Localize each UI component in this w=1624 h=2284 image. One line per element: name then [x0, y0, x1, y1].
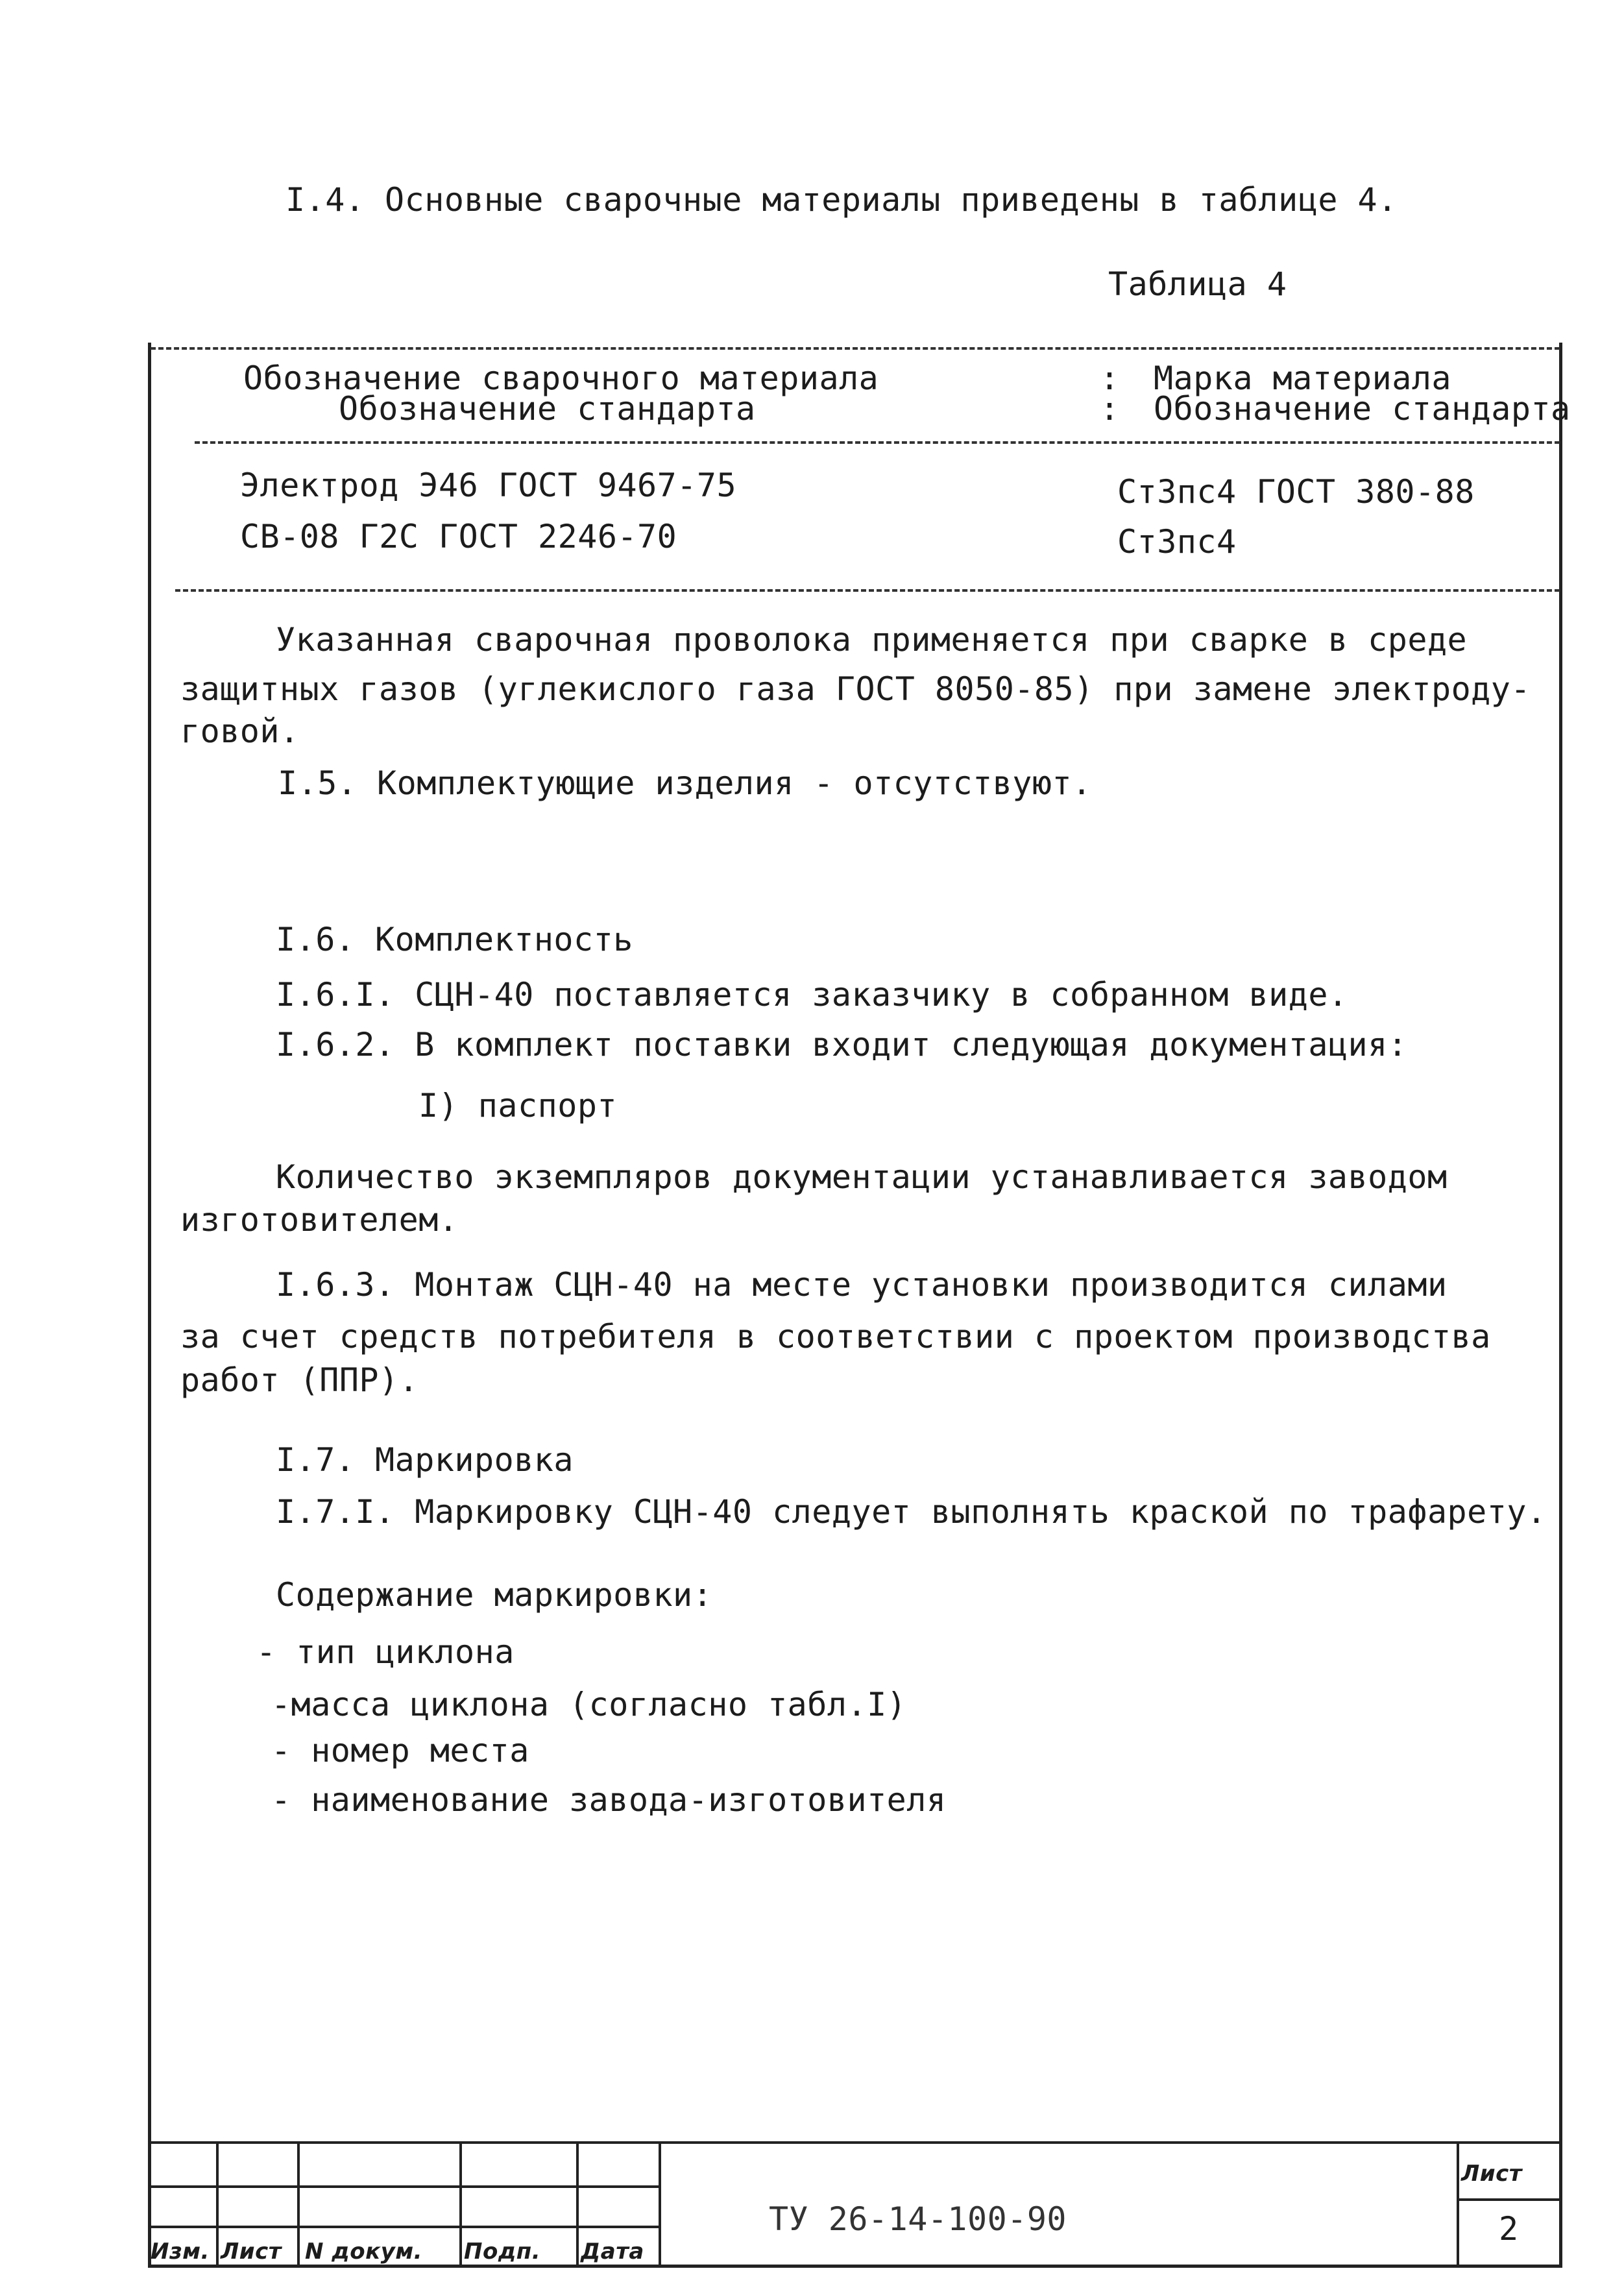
table-header-left-line2: Обозначение стандарта — [339, 390, 756, 428]
table-bottom-rule — [175, 589, 1560, 592]
table-row1-left: Электрод Э46 ГОСТ 9467-75 — [240, 467, 737, 504]
marking-item-4: - наименование завода-изготовителя — [271, 1781, 947, 1819]
title-block-col-3 — [459, 2141, 462, 2266]
label-izm: Изм. — [151, 2239, 210, 2265]
quantity-line2: изготовителем. — [180, 1201, 459, 1239]
title-block-row-line-2 — [148, 2226, 661, 2228]
section-1-6-2: I.6.2. В комплект поставки входит следующая документация: — [276, 1026, 1408, 1063]
table-header-right-line1: Марка материала — [1154, 359, 1452, 397]
section-1-5: I.5. Комплектующие изделия - отсутствуют. — [278, 764, 1092, 802]
table-header-right-line2: Обозначение стандарта — [1154, 390, 1571, 428]
frame-right-border — [1559, 343, 1562, 2266]
label-list: Лист — [221, 2239, 282, 2265]
frame-left-border — [148, 343, 151, 2266]
section-1-6-3-line3: работ (ППР). — [180, 1361, 419, 1399]
title-block-sheet-line — [1457, 2198, 1562, 2201]
title-block-col-1 — [216, 2141, 219, 2266]
paragraph1-line1: Указанная сварочная проволока применяется при сварке в среде — [276, 621, 1468, 659]
label-podp: Подп. — [464, 2239, 541, 2265]
table-caption: Таблица 4 — [1108, 265, 1287, 303]
section-1-6-heading: I.6. Комплектность — [276, 921, 633, 958]
section-1-6-1: I.6.I. СЦН-40 поставляется заказчику в собранном виде. — [276, 976, 1348, 1014]
sheet-label: Лист — [1461, 2161, 1522, 2187]
document-code: ТУ 26-14-100-90 — [769, 2200, 1067, 2238]
title-block-col-4 — [576, 2141, 579, 2266]
title-block-top-line — [148, 2141, 1562, 2144]
section-1-6-3-line2: за счет средств потребителя в соответствии с проектом производства — [180, 1318, 1491, 1355]
table-header-sep1: : — [1100, 359, 1120, 397]
title-block-col-6 — [1457, 2141, 1459, 2266]
table-header-sep2: : — [1100, 390, 1120, 428]
passport-item: I) паспорт — [418, 1087, 618, 1124]
table-header-left-line1: Обозначение сварочного материала — [243, 359, 879, 397]
table-row1-right: Ст3пс4 ГОСТ 380-88 — [1117, 473, 1475, 511]
title-block-col-2 — [297, 2141, 300, 2266]
section-1-6-3-line1: I.6.3. Монтаж СЦН-40 на месте установки производится силами — [276, 1266, 1448, 1304]
marking-item-1: - тип циклона — [256, 1633, 515, 1671]
title-block-col-5 — [659, 2141, 661, 2266]
title-block-row-line-1 — [148, 2185, 661, 2188]
label-data: Дата — [581, 2239, 644, 2265]
table-row2-left: СВ-08 Г2С ГОСТ 2246-70 — [240, 518, 677, 555]
paragraph1-line2: защитных газов (углекислого газа ГОСТ 8050-85) при замене электроду- — [180, 670, 1531, 708]
table-top-rule — [151, 347, 1560, 350]
table-row2-right: Ст3пс4 — [1117, 523, 1237, 561]
intro-text: I.4. Основные сварочные материалы приведены в таблице 4. — [285, 181, 1398, 219]
section-1-7-1: I.7.I. Маркировку СЦН-40 следует выполнять краской по трафарету. — [276, 1493, 1547, 1531]
paragraph1-line3: говой. — [180, 712, 300, 750]
quantity-line1: Количество экземпляров документации устанавливается заводом — [276, 1158, 1448, 1196]
label-n-dokum: N докум. — [305, 2239, 423, 2265]
table-header-rule — [195, 441, 1560, 444]
marking-item-3: - номер места — [271, 1732, 529, 1769]
sheet-number: 2 — [1499, 2210, 1519, 2248]
marking-item-2: -масса циклона (согласно табл.I) — [271, 1686, 907, 1723]
section-1-7-heading: I.7. Маркировка — [276, 1441, 574, 1479]
marking-title: Содержание маркировки: — [276, 1576, 713, 1614]
